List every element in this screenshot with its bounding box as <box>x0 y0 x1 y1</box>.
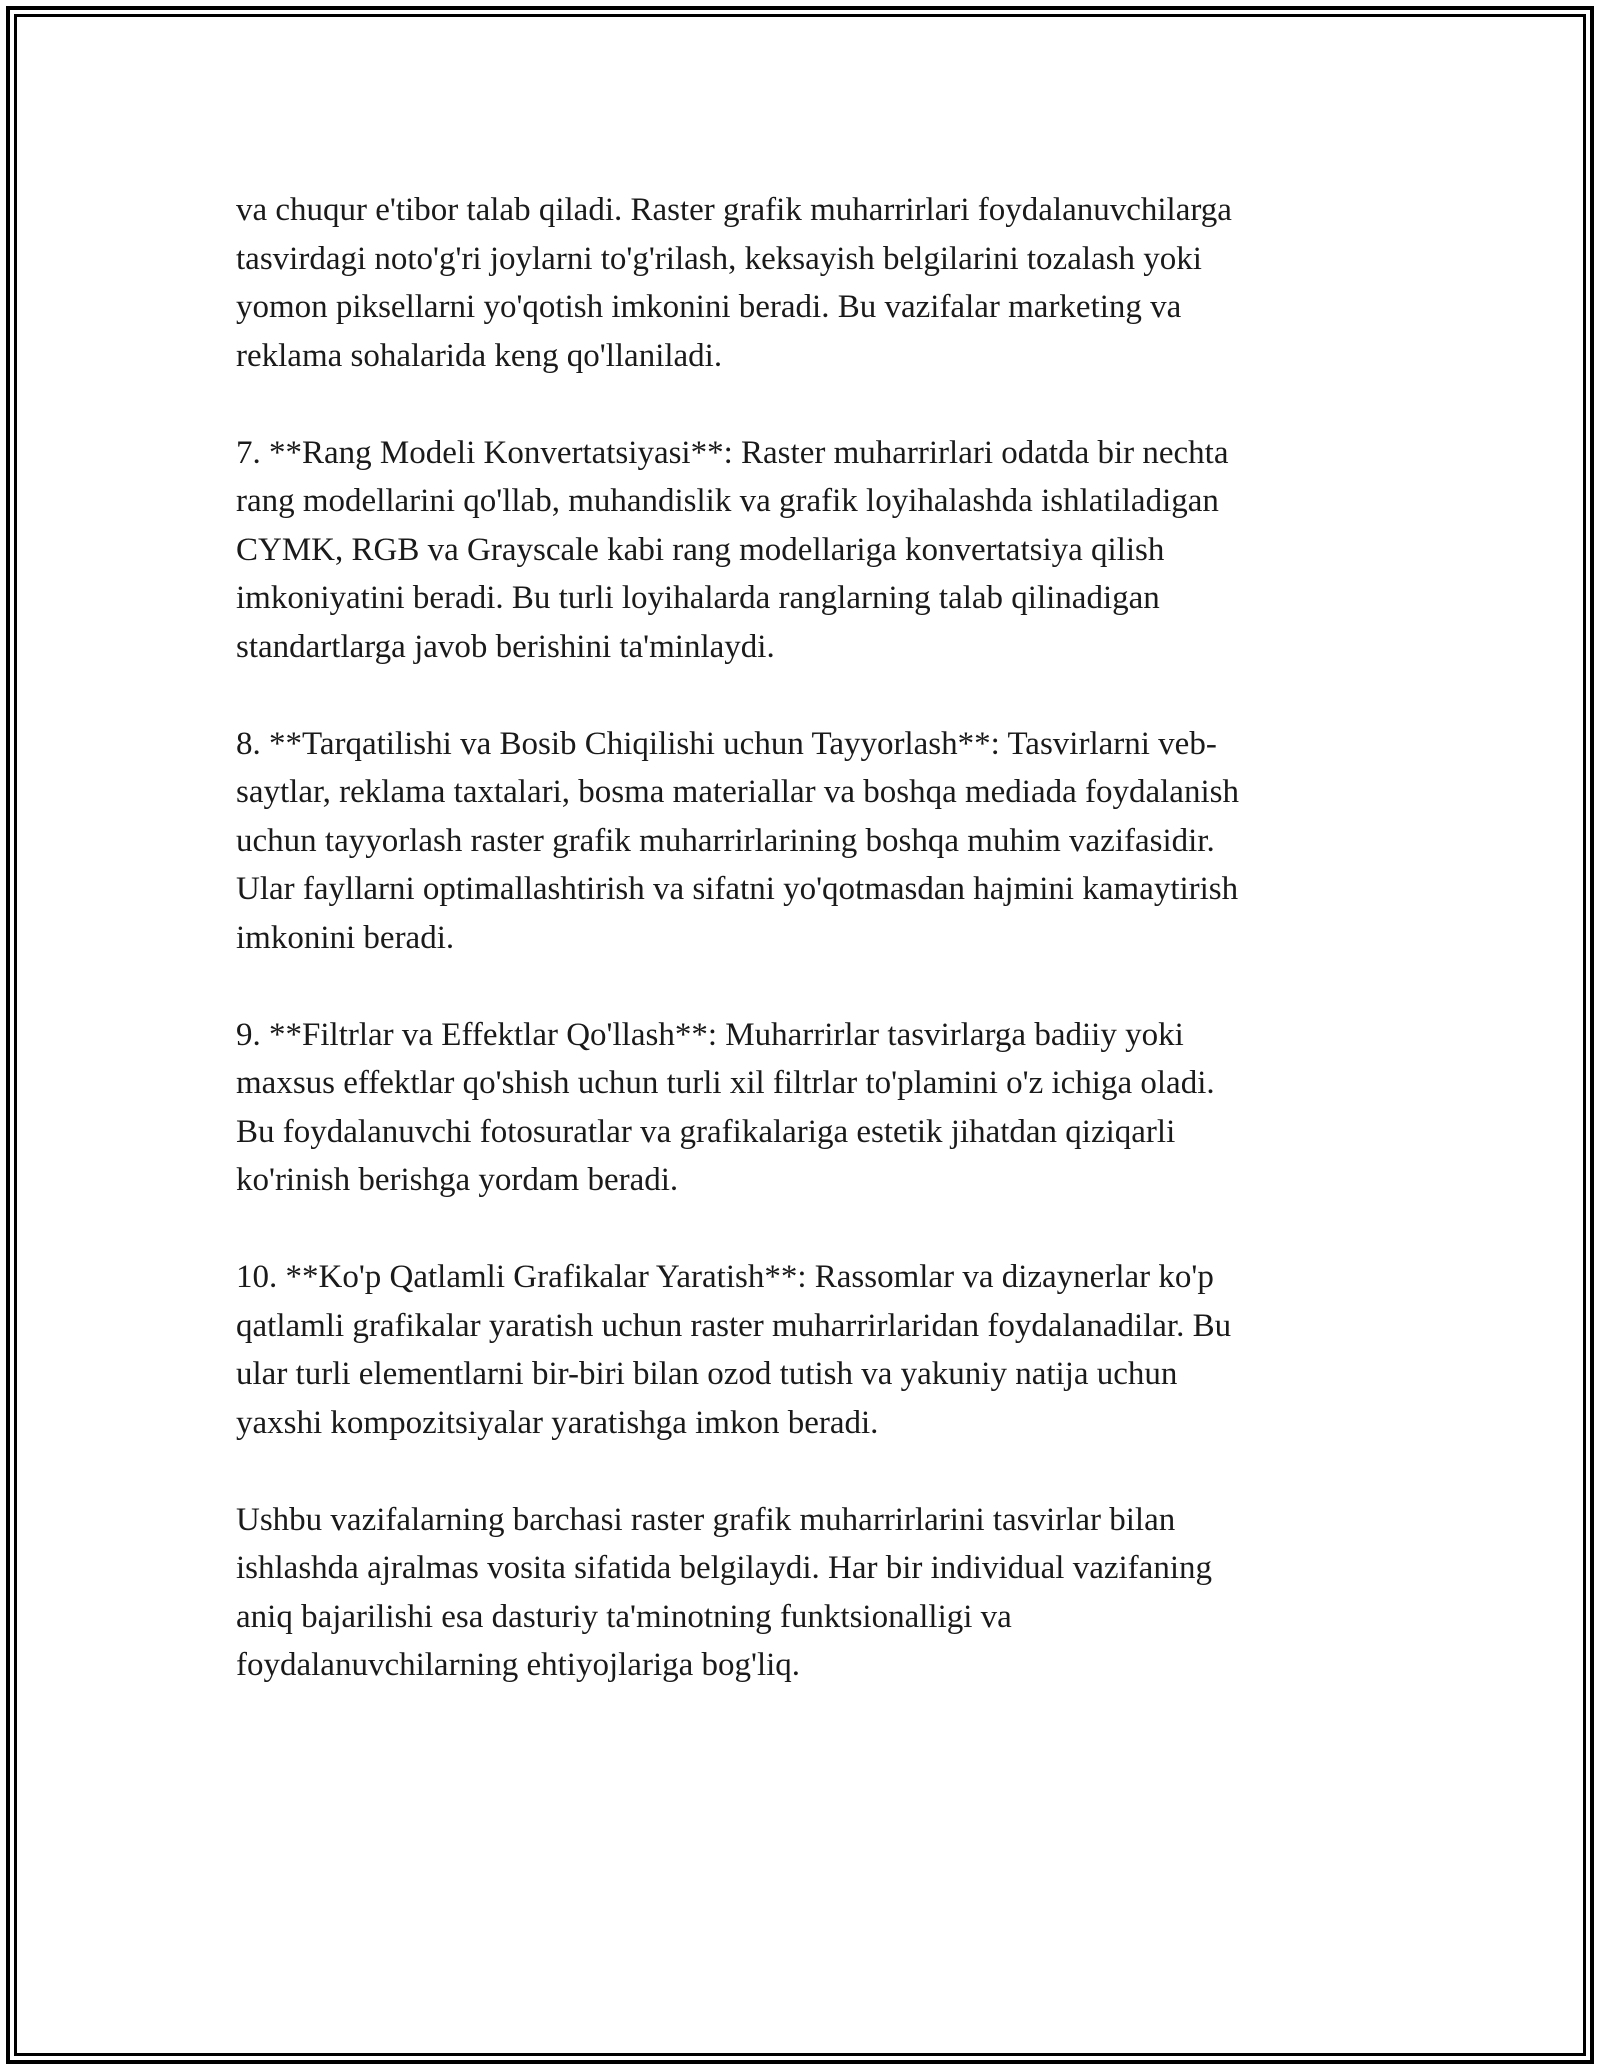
paragraph-item-8: 8. **Tarqatilishi va Bosib Chiqilishi uchun Tayyorlash**: Tasvirlarni veb- saytlar, reklama taxtalari, bosma materiallar va boshqa mediada foydalanish uchun tayyorlash raster grafik muharrirlarining boshqa muhim vazifasidir. Ular fayllarni optimallashtirish va sifatni yo'qotmasdan hajmini kamaytirish imkonini beradi. <box>236 725 1239 956</box>
document-body <box>236 186 1366 1690</box>
paragraph-continuation: va chuqur e'tibor talab qiladi. Raster grafik muharrirlari foydalanuvchilarga tasvirdagi noto'g'ri joylarni to'g'rilash, keksayish belgilarini tozalash yoki yomon piksellarni yo'qotish imkonini beradi. Bu vazifalar marketing va reklama sohalarida keng qo'llaniladi. <box>236 192 1232 374</box>
paragraph-item-9: 9. **Filtrlar va Effektlar Qo'llash**: Muharrirlar tasvirlarga badiiy yoki maxsus effektlar qo'shish uchun turli xil filtrlar to'plamini o'z ichiga oladi. Bu foydalanuvchi fotosuratlar va grafikalariga estetik jihatdan qiziqarli ko'rinish berishga yordam beradi. <box>236 1016 1215 1198</box>
paragraph-conclusion: Ushbu vazifalarning barchasi raster grafik muharrirlarini tasvirlar bilan ishlashda ajralmas vosita sifatida belgilaydi. Har bir individual vazifaning aniq bajarilishi esa dasturiy ta'minotning funktsionalligi va foydalanuvchilarning ehtiyojlariga bog'liq. <box>236 1501 1212 1683</box>
paragraph-item-7: 7. **Rang Modeli Konvertatsiyasi**: Raster muharrirlari odatda bir nechta rang modellarini qo'llab, muhandislik va grafik loyihalashda ishlatiladigan CYMK, RGB va Grayscale kabi rang modellariga konvertatsiya qilish imkoniyatini beradi. Bu turli loyihalarda ranglarning talab qilinadigan standartlarga javob berishini ta'minlaydi. <box>236 434 1229 665</box>
paragraph-item-10: 10. **Ko'p Qatlamli Grafikalar Yaratish**: Rassomlar va dizaynerlar ko'p qatlamli grafikalar yaratish uchun raster muharrirlaridan foydalanadilar. Bu ular turli elementlarni bir-biri bilan ozod tutish va yakuniy natija uchun yaxshi kompozitsiyalar yaratishga imkon beradi. <box>236 1259 1232 1441</box>
